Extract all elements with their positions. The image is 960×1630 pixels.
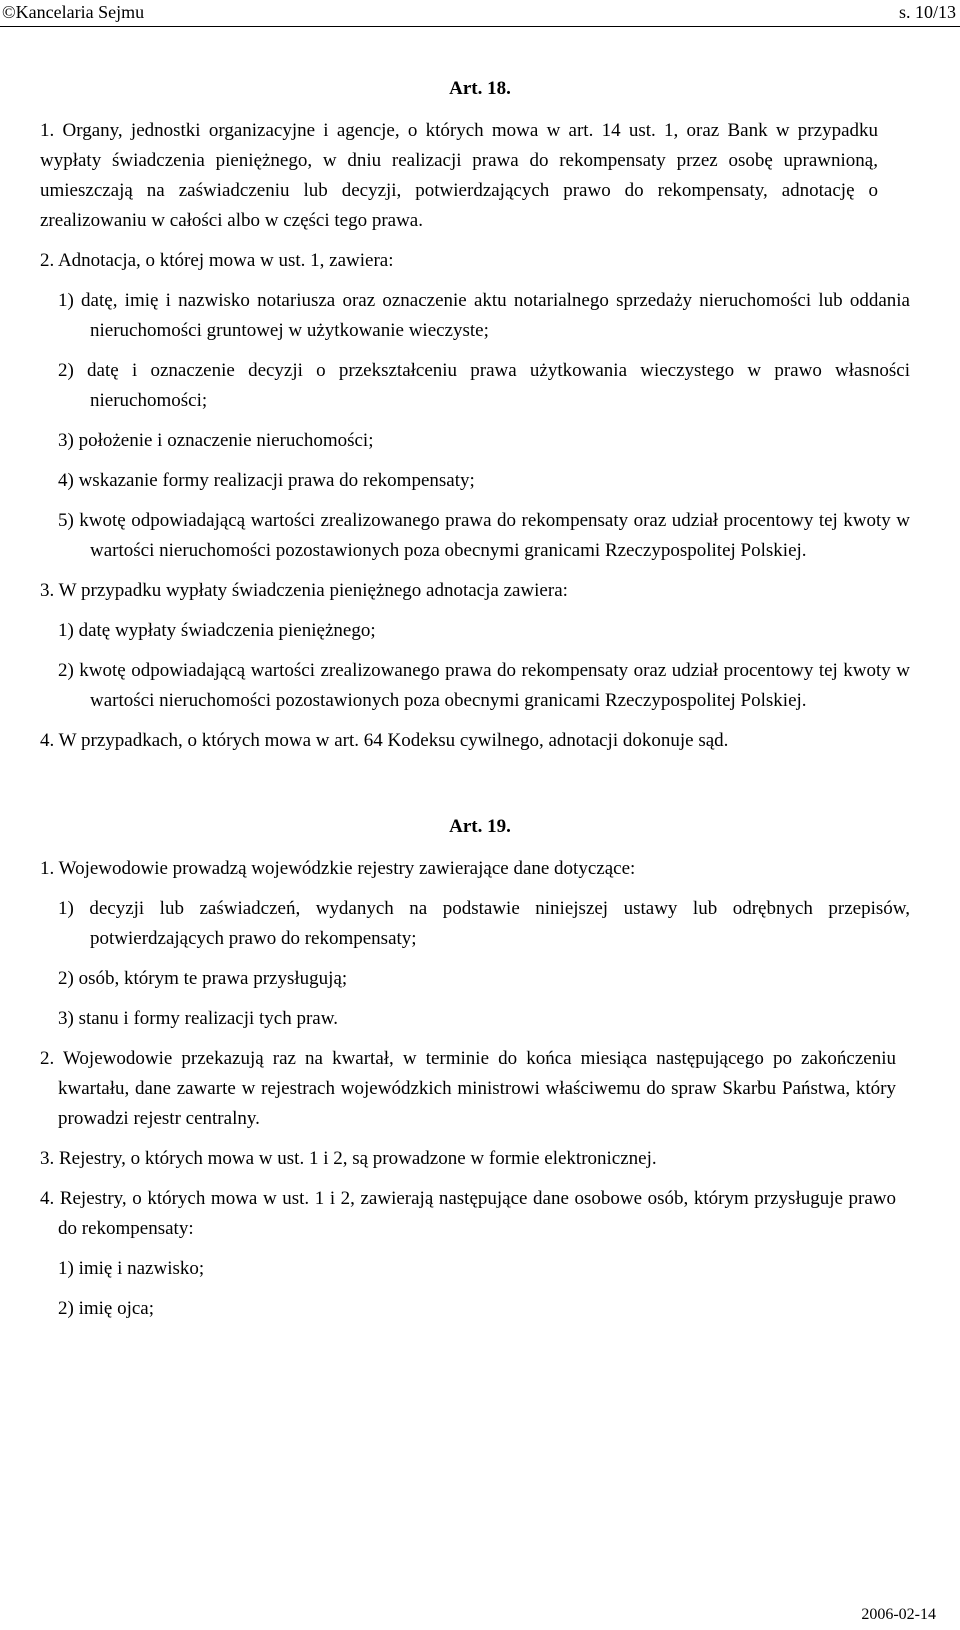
art18-ust3-point: 1) datę wypłaty świadczenia pieniężnego; (58, 620, 376, 641)
article-18-title: Art. 18. (449, 78, 511, 99)
art18-ust2-point: 4) wskazanie formy realizacji prawa do rekompensaty; (58, 470, 475, 491)
art18-ust2-point: 1) datę, imię i nazwisko notariusza oraz oznaczenie aktu notarialnego sprzedaży nieruchomości lub oddania nieruchomości gruntowej w użytkowanie wieczyste; (58, 290, 910, 341)
footer-date: 2006-02-14 (861, 1606, 936, 1623)
art18-ust3-point: 2) kwotę odpowiadającą wartości zrealizowanego prawa do rekompensaty oraz udział procentowy tej kwoty w wartości nieruchomości pozostawionych poza obecnymi granicami Rzeczypospolitej Polskiej. (58, 660, 910, 711)
document-body (0, 74, 960, 1334)
art19-ust4: 4. Rejestry, o których mowa w ust. 1 i 2, zawierają następujące dane osobowe osób, którym przysługuje prawo do rekompensaty: (40, 1188, 896, 1239)
art18-ust1: 1. Organy, jednostki organizacyjne i agencje, o których mowa w art. 14 ust. 1, oraz Bank w przypadku wypłaty świadczenia pieniężnego, w dniu realizacji prawa do rekompensaty przez osobę uprawnioną, umieszczają na zaświadczeniu lub decyzji, potwierdzających prawo do rekompensaty, adnotację o zrealizowaniu w całości albo w części tego prawa. (40, 120, 878, 231)
art19-ust4-point: 1) imię i nazwisko; (58, 1258, 205, 1279)
art19-ust1-point: 3) stanu i formy realizacji tych praw. (58, 1008, 338, 1029)
art19-ust1: 1. Wojewodowie prowadzą wojewódzkie rejestry zawierające dane dotyczące: (40, 858, 636, 879)
art18-ust2-point: 2) datę i oznaczenie decyzji o przekształceniu prawa użytkowania wieczystego w prawo własności nieruchomości; (58, 360, 910, 411)
art18-ust2: 2. Adnotacja, o której mowa w ust. 1, zawiera: (40, 250, 394, 271)
art19-ust1-point: 1) decyzji lub zaświadczeń, wydanych na podstawie niniejszej ustawy lub odrębnych przepisów, potwierdzających prawo do rekompensaty; (58, 898, 910, 949)
art18-ust3: 3. W przypadku wypłaty świadczenia pieniężnego adnotacja zawiera: (40, 580, 568, 601)
art18-ust2-point: 5) kwotę odpowiadającą wartości zrealizowanego prawa do rekompensaty oraz udział procentowy tej kwoty w wartości nieruchomości pozostawionych poza obecnymi granicami Rzeczypospolitej Polskiej. (58, 510, 910, 561)
art19-ust3: 3. Rejestry, o których mowa w ust. 1 i 2, są prowadzone w formie elektronicznej. (40, 1148, 657, 1169)
art18-ust4: 4. W przypadkach, o których mowa w art. 64 Kodeksu cywilnego, adnotacji dokonuje sąd. (40, 730, 729, 751)
page-number: s. 10/13 (898, 2, 956, 22)
art19-ust2: 2. Wojewodowie przekazują raz na kwartał, w terminie do końca miesiąca następującego po zakończeniu kwartału, dane zawarte w rejestrach wojewódzkich ministrowi właściwemu do spraw Skarbu Państwa, który prowadzi rejestr centralny. (40, 1048, 896, 1129)
art19-ust4-point: 2) imię ojca; (58, 1298, 155, 1319)
art18-ust2-point: 3) położenie i oznaczenie nieruchomości; (58, 430, 374, 451)
page-header (0, 0, 960, 27)
art19-ust1-point: 2) osób, którym te prawa przysługują; (58, 968, 348, 989)
copyright-text: ©Kancelaria Sejmu (2, 2, 145, 22)
article-19-title: Art. 19. (449, 816, 511, 837)
